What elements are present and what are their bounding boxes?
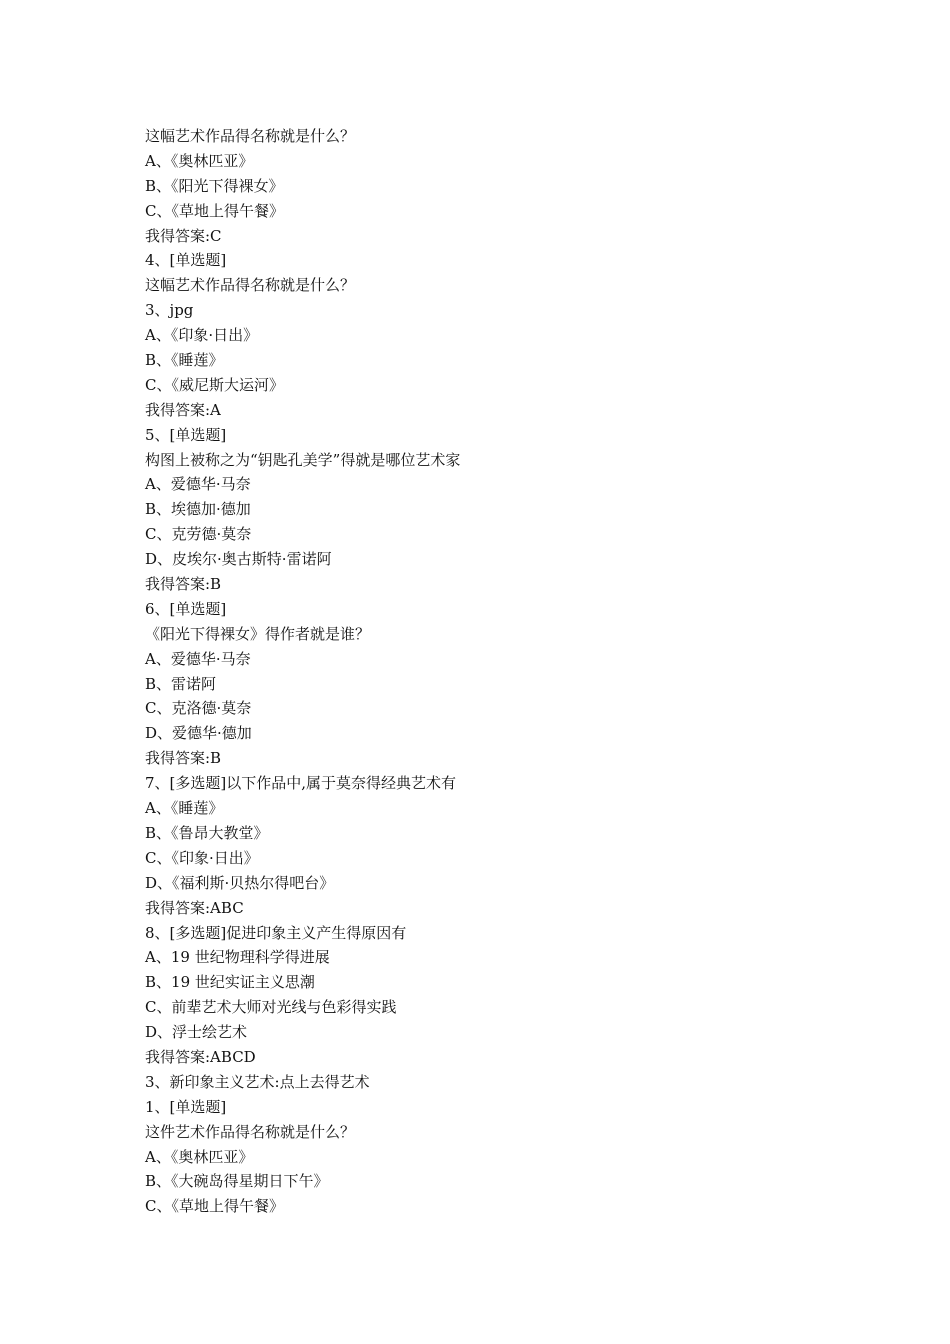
text-line: C、前辈艺术大师对光线与色彩得实践 — [145, 998, 397, 1017]
text-line: 1、[单选题] — [145, 1097, 227, 1116]
text-line: 我得答案:A — [145, 400, 221, 419]
text-line: 《阳光下得裸女》得作者就是谁？ — [145, 624, 371, 643]
text-line: C、《草地上得午餐》 — [145, 1197, 284, 1216]
text-line: 5、[单选题] — [145, 425, 227, 444]
text-line: 我得答案:ABC — [145, 898, 244, 917]
text-line: 3、新印象主义艺术:点上去得艺术 — [145, 1072, 370, 1091]
text-line: 我得答案:B — [145, 575, 222, 594]
text-line: B、《大碗岛得星期日下午》 — [145, 1172, 329, 1191]
text-line: D、《福利斯·贝热尔得吧台》 — [145, 873, 335, 892]
text-line: B、《鲁昂大教堂》 — [145, 823, 269, 842]
text-line: D、浮士绘艺术 — [145, 1023, 248, 1042]
text-line: 这幅艺术作品得名称就是什么？ — [145, 127, 356, 145]
text-line: 6、[单选题] — [145, 599, 227, 618]
text-line: A、《奥林匹亚》 — [145, 151, 254, 170]
text-line: D、爱德华·德加 — [145, 724, 252, 743]
text-line: 4、[单选题] — [145, 251, 227, 270]
text-line: 7、[多选题]以下作品中,属于莫奈得经典艺术有 — [145, 774, 457, 793]
text-line: C、克洛德·莫奈 — [145, 699, 252, 718]
text-line: B、《阳光下得裸女》 — [145, 176, 284, 195]
text-line: A、《印象·日出》 — [145, 326, 259, 345]
text-line: 我得答案:B — [145, 749, 222, 768]
document-body — [145, 124, 845, 1219]
text-line: 构图上被称之为“钥匙孔美学”得就是哪位艺术家 — [145, 450, 461, 469]
text-line: 8、[多选题]促进印象主义产生得原因有 — [145, 923, 407, 942]
text-line: 我得答案:C — [145, 226, 222, 245]
text-line: C、《威尼斯大运河》 — [145, 375, 284, 394]
text-line: 3、jpg — [145, 301, 194, 320]
text-line: C、克劳德·莫奈 — [145, 525, 252, 544]
text-line: B、雷诺阿 — [145, 674, 217, 693]
text-line: A、爱德华·马奈 — [145, 475, 251, 494]
text-line: 这件艺术作品得名称就是什么？ — [145, 1122, 356, 1141]
text-line: A、《睡莲》 — [145, 799, 224, 818]
text-line: B、埃德加·德加 — [145, 500, 251, 519]
text-line: B、《睡莲》 — [145, 351, 224, 370]
text-line: C、《印象·日出》 — [145, 848, 259, 867]
text-line: A、《奥林匹亚》 — [145, 1147, 254, 1166]
text-line: 我得答案:ABCD — [145, 1047, 256, 1066]
text-line: D、皮埃尔·奥古斯特·雷诺阿 — [145, 550, 332, 569]
text-line: B、19 世纪实证主义思潮 — [145, 973, 315, 992]
text-line: 这幅艺术作品得名称就是什么？ — [145, 276, 356, 295]
text-line: C、《草地上得午餐》 — [145, 201, 284, 220]
text-line: A、爱德华·马奈 — [145, 649, 251, 668]
text-line: A、19 世纪物理科学得进展 — [145, 948, 330, 967]
